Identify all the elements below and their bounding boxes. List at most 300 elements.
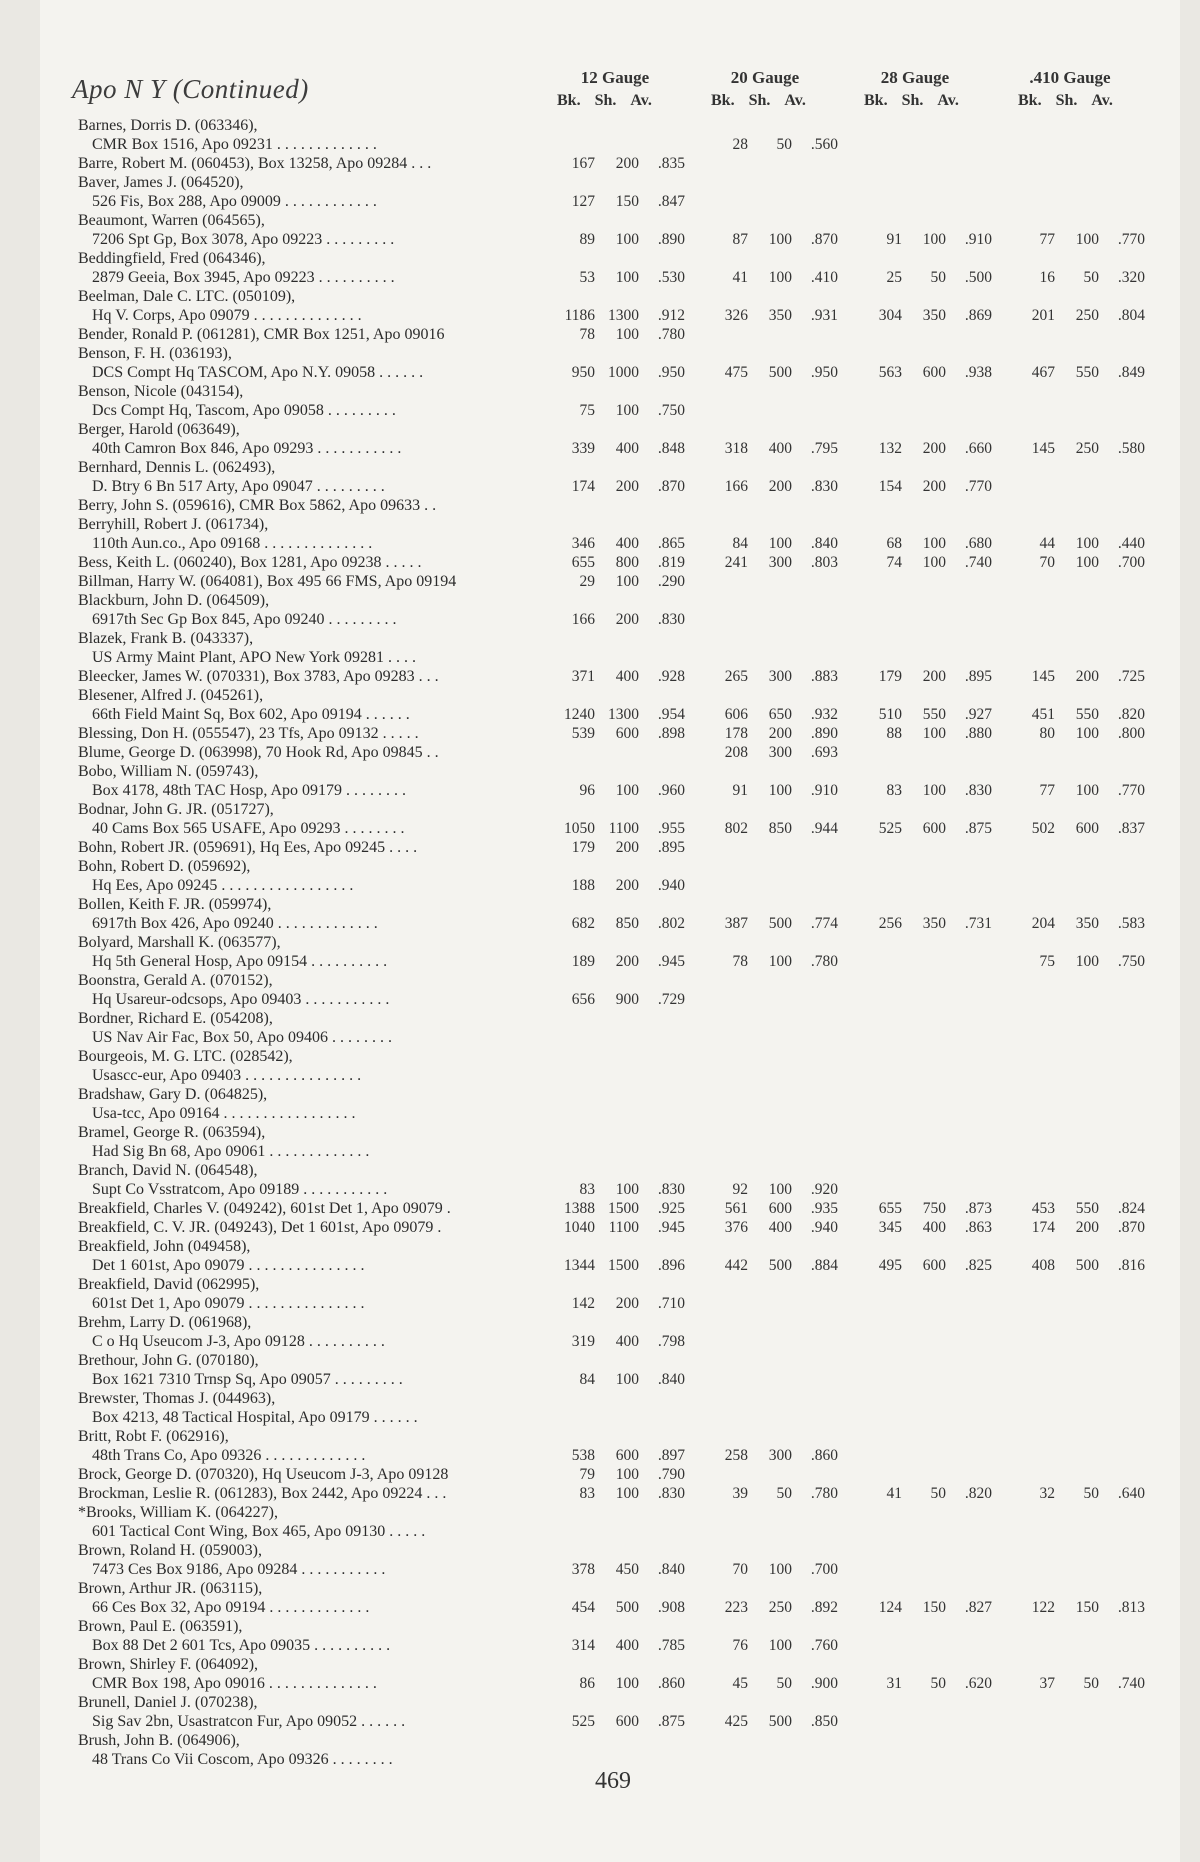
- score-av: .863: [964, 1219, 992, 1236]
- score-sh: 100: [615, 1485, 639, 1502]
- score-bk: 339: [571, 440, 595, 457]
- table-row: [78, 1389, 1158, 1427]
- score-bk: 563: [878, 364, 902, 381]
- score-group-g28: [860, 667, 992, 686]
- score-bk: 53: [579, 269, 595, 286]
- score-sh: 100: [768, 1637, 792, 1654]
- entry-address: CMR Box 1516, Apo 09231 . . . . . . . . . . . . .: [92, 136, 377, 153]
- score-av: .890: [810, 725, 838, 742]
- score-group-g20: [706, 1674, 838, 1693]
- table-row: [78, 1503, 1158, 1541]
- score-bk: 204: [1031, 915, 1055, 932]
- score-bk: 174: [1031, 1219, 1055, 1236]
- entry-name: Bordner, Richard E. (054208),: [78, 1010, 273, 1027]
- entry-name: Bess, Keith L. (060240), Box 1281, Apo 09238 . . . . .: [78, 554, 422, 571]
- score-group-g12: [553, 819, 685, 838]
- score-bk: 166: [724, 478, 748, 495]
- score-av: .750: [657, 402, 685, 419]
- score-sh: 100: [1075, 554, 1099, 571]
- score-sh: 900: [615, 991, 639, 1008]
- score-av: .870: [657, 478, 685, 495]
- table-row: [78, 1351, 1158, 1389]
- score-group-g12: [553, 1370, 685, 1389]
- score-group-g20: [706, 819, 838, 838]
- score-bk: 258: [724, 1447, 748, 1464]
- score-av: .830: [657, 611, 685, 628]
- score-sh: 1500: [608, 1200, 639, 1217]
- score-sh: 100: [922, 231, 946, 248]
- entry-address: Sig Sav 2bn, Usastratcon Fur, Apo 09052 . . . . . .: [92, 1713, 406, 1730]
- entry-name: Barnes, Dorris D. (063346),: [78, 117, 258, 134]
- entry-name: Boonstra, Gerald A. (070152),: [78, 972, 273, 989]
- score-bk: 75: [579, 402, 595, 419]
- score-av: .897: [657, 1447, 685, 1464]
- entry-name: Bolyard, Marshall K. (063577),: [78, 934, 281, 951]
- score-sh: 500: [768, 1257, 792, 1274]
- score-group-g28: [860, 268, 992, 287]
- score-sh: 850: [768, 820, 792, 837]
- score-bk: 525: [571, 1713, 595, 1730]
- score-group-g20: [706, 1560, 838, 1579]
- score-group-g410: [1013, 363, 1145, 382]
- score-group-g12: [553, 154, 685, 173]
- score-sh: 50: [930, 1485, 946, 1502]
- score-sh: 450: [615, 1561, 639, 1578]
- score-av: .847: [657, 193, 685, 210]
- score-group-g28: [860, 1598, 992, 1617]
- score-av: .410: [810, 269, 838, 286]
- entry-address: Dcs Compt Hq, Tascom, Apo 09058 . . . . . . . . .: [92, 402, 396, 419]
- score-sh: 400: [615, 668, 639, 685]
- score-bk: 241: [724, 554, 748, 571]
- score-sh: 100: [1075, 782, 1099, 799]
- score-sh: 100: [615, 231, 639, 248]
- entry-name: Bodnar, John G. JR. (051727),: [78, 801, 274, 818]
- entry-address: 40th Camron Box 846, Apo 09293 . . . . . . . . . . .: [92, 440, 402, 457]
- score-bk: 1040: [564, 1219, 595, 1236]
- score-av: .820: [1117, 706, 1145, 723]
- score-group-g20: [706, 306, 838, 325]
- score-av: .940: [657, 877, 685, 894]
- score-av: .660: [964, 440, 992, 457]
- score-bk: 539: [571, 725, 595, 742]
- score-bk: 78: [579, 326, 595, 343]
- score-sh: 500: [615, 1599, 639, 1616]
- score-av: .870: [810, 231, 838, 248]
- table-row: [78, 1237, 1158, 1275]
- score-sh: 50: [776, 1675, 792, 1692]
- entry-name: Blackburn, John D. (064509),: [78, 592, 270, 609]
- score-group-g20: [706, 1180, 838, 1199]
- score-bk: 41: [732, 269, 748, 286]
- entry-name: Bender, Ronald P. (061281), CMR Box 1251, Apo 09016: [78, 326, 445, 343]
- score-bk: 96: [579, 782, 595, 799]
- score-sh: 100: [1075, 953, 1099, 970]
- entry-name: Branch, David N. (064548),: [78, 1162, 258, 1179]
- score-sh: 400: [768, 440, 792, 457]
- table-row: [78, 1693, 1158, 1731]
- score-bk: 167: [571, 155, 595, 172]
- score-group-g12: [553, 667, 685, 686]
- score-bk: 346: [571, 535, 595, 552]
- subheader-av: Av.: [630, 92, 652, 109]
- gauge-header-20: 20 Gauge: [730, 68, 800, 87]
- score-sh: 100: [1075, 725, 1099, 742]
- score-bk: 41: [886, 1485, 902, 1502]
- score-bk: 345: [878, 1219, 902, 1236]
- score-sh: 50: [776, 1485, 792, 1502]
- score-group-g20: [706, 1256, 838, 1275]
- score-av: .530: [657, 269, 685, 286]
- score-sh: 350: [768, 307, 792, 324]
- score-av: .870: [1117, 1219, 1145, 1236]
- table-row: [78, 724, 1158, 743]
- score-group-g20: [706, 952, 838, 971]
- score-group-g28: [860, 724, 992, 743]
- score-av: .908: [657, 1599, 685, 1616]
- score-group-g12: [553, 1446, 685, 1465]
- score-bk: 188: [571, 877, 595, 894]
- score-bk: 91: [732, 782, 748, 799]
- entry-address: Box 4178, 48th TAC Hosp, Apo 09179 . . . . . . . .: [92, 782, 406, 799]
- entry-name: Brehm, Larry D. (061968),: [78, 1314, 252, 1331]
- score-av: .945: [657, 1219, 685, 1236]
- score-av: .884: [810, 1257, 838, 1274]
- score-av: .875: [964, 820, 992, 837]
- score-bk: 442: [724, 1257, 748, 1274]
- score-sh: 100: [1075, 535, 1099, 552]
- entry-name: Blume, George D. (063998), 70 Hook Rd, Apo 09845 . .: [78, 744, 439, 761]
- score-av: .774: [810, 915, 838, 932]
- score-sh: 200: [615, 611, 639, 628]
- score-av: .802: [657, 915, 685, 932]
- score-av: .895: [657, 839, 685, 856]
- score-sh: 550: [1075, 706, 1099, 723]
- score-group-g12: [553, 534, 685, 553]
- entry-address: Had Sig Bn 68, Apo 09061 . . . . . . . . . . . . .: [92, 1143, 370, 1160]
- table-row: [78, 1085, 1158, 1123]
- table-row: [78, 572, 1158, 591]
- score-bk: 425: [724, 1713, 748, 1730]
- score-bk: 223: [724, 1599, 748, 1616]
- score-sh: 400: [615, 535, 639, 552]
- entry-name: Brockman, Leslie R. (061283), Box 2442, Apo 09224 . . .: [78, 1485, 447, 1502]
- score-av: .900: [810, 1675, 838, 1692]
- score-group-g20: [706, 135, 838, 154]
- score-bk: 89: [579, 231, 595, 248]
- score-group-g20: [706, 705, 838, 724]
- score-sh: 150: [1075, 1599, 1099, 1616]
- score-bk: 132: [878, 440, 902, 457]
- score-bk: 86: [579, 1675, 595, 1692]
- score-av: .680: [964, 535, 992, 552]
- score-av: .803: [810, 554, 838, 571]
- score-av: .935: [810, 1200, 838, 1217]
- score-bk: 28: [732, 136, 748, 153]
- score-av: .890: [657, 231, 685, 248]
- score-sh: 200: [615, 953, 639, 970]
- score-group-g12: [553, 1598, 685, 1617]
- table-row: [78, 1655, 1158, 1693]
- score-av: .955: [657, 820, 685, 837]
- score-sh: 200: [922, 668, 946, 685]
- entry-name: Britt, Robt F. (062916),: [78, 1428, 229, 1445]
- score-group-g410: [1013, 724, 1145, 743]
- entry-address: US Army Maint Plant, APO New York 09281 . . . .: [92, 649, 417, 666]
- score-bk: 208: [724, 744, 748, 761]
- score-group-g20: [706, 1199, 838, 1218]
- score-bk: 91: [886, 231, 902, 248]
- score-bk: 495: [878, 1257, 902, 1274]
- score-av: .840: [657, 1371, 685, 1388]
- score-av: .760: [810, 1637, 838, 1654]
- table-row: [78, 154, 1158, 173]
- table-row: [78, 1617, 1158, 1655]
- entry-name: *Brooks, William K. (064227),: [78, 1504, 278, 1521]
- table-row: [78, 629, 1158, 667]
- score-bk: 80: [1039, 725, 1055, 742]
- subheader-bk: Bk.: [711, 92, 735, 109]
- table-row: [78, 382, 1158, 420]
- score-bk: 1240: [564, 706, 595, 723]
- score-group-g12: [553, 268, 685, 287]
- score-av: .927: [964, 706, 992, 723]
- entry-name: Breakfield, C. V. JR. (049243), Det 1 601st, Apo 09079 .: [78, 1219, 442, 1236]
- score-sh: 1100: [608, 1219, 639, 1236]
- score-sh: 500: [768, 364, 792, 381]
- entry-address: Usascc-eur, Apo 09403 . . . . . . . . . . . . . . .: [92, 1067, 362, 1084]
- score-av: .910: [810, 782, 838, 799]
- table-row: [78, 1427, 1158, 1465]
- entry-name: Brown, Shirley F. (064092),: [78, 1656, 259, 1673]
- score-sh: 600: [615, 1713, 639, 1730]
- score-group-g20: [706, 743, 838, 762]
- score-bk: 453: [1031, 1200, 1055, 1217]
- score-group-g28: [860, 477, 992, 496]
- table-row: [78, 838, 1158, 857]
- score-group-g410: [1013, 553, 1145, 572]
- score-sh: 600: [768, 1200, 792, 1217]
- score-bk: 510: [878, 706, 902, 723]
- table-row: [78, 1484, 1158, 1503]
- score-av: .837: [1117, 820, 1145, 837]
- table-row: [78, 249, 1158, 287]
- entry-name: Breakfield, Charles V. (049242), 601st Det 1, Apo 09079 .: [78, 1200, 451, 1217]
- subheader-20: [711, 92, 806, 110]
- score-sh: 400: [922, 1219, 946, 1236]
- score-group-g410: [1013, 705, 1145, 724]
- score-av: .830: [657, 1181, 685, 1198]
- score-sh: 50: [930, 1675, 946, 1692]
- score-av: .819: [657, 554, 685, 571]
- score-group-g12: [553, 1560, 685, 1579]
- score-sh: 350: [1075, 915, 1099, 932]
- score-bk: 84: [579, 1371, 595, 1388]
- score-bk: 454: [571, 1599, 595, 1616]
- table-row: [78, 496, 1158, 515]
- score-bk: 1388: [564, 1200, 595, 1217]
- entry-address: Box 1621 7310 Trnsp Sq, Apo 09057 . . . . . . . . .: [92, 1371, 403, 1388]
- score-group-g28: [860, 363, 992, 382]
- score-av: .865: [657, 535, 685, 552]
- score-group-g410: [1013, 667, 1145, 686]
- score-av: .820: [964, 1485, 992, 1502]
- score-group-g20: [706, 781, 838, 800]
- entry-name: Breakfield, David (062995),: [78, 1276, 260, 1293]
- score-av: .848: [657, 440, 685, 457]
- score-sh: 100: [615, 1675, 639, 1692]
- score-sh: 1100: [608, 820, 639, 837]
- score-group-g20: [706, 1712, 838, 1731]
- score-bk: 45: [732, 1675, 748, 1692]
- entry-name: Brown, Roland H. (059003),: [78, 1542, 262, 1559]
- entry-name: Bobo, William N. (059743),: [78, 763, 259, 780]
- score-bk: 83: [579, 1181, 595, 1198]
- score-av: .945: [657, 953, 685, 970]
- score-group-g410: [1013, 914, 1145, 933]
- score-sh: 350: [922, 915, 946, 932]
- score-group-g28: [860, 914, 992, 933]
- score-sh: 600: [615, 1447, 639, 1464]
- score-sh: 100: [615, 573, 639, 590]
- score-av: .290: [657, 573, 685, 590]
- score-sh: 1300: [608, 307, 639, 324]
- score-av: .950: [810, 364, 838, 381]
- subheader-bk: Bk.: [557, 92, 581, 109]
- score-group-g28: [860, 534, 992, 553]
- score-sh: 200: [615, 877, 639, 894]
- score-av: .898: [657, 725, 685, 742]
- table-row: [78, 1123, 1158, 1161]
- score-sh: 100: [1075, 231, 1099, 248]
- entry-address: 7473 Ces Box 9186, Apo 09284 . . . . . . . . . . .: [92, 1561, 386, 1578]
- score-group-g12: [553, 230, 685, 249]
- table-row: [78, 1275, 1158, 1313]
- score-bk: 655: [878, 1200, 902, 1217]
- score-bk: 88: [886, 725, 902, 742]
- score-bk: 31: [886, 1675, 902, 1692]
- score-av: .932: [810, 706, 838, 723]
- score-av: .850: [810, 1713, 838, 1730]
- score-bk: 502: [1031, 820, 1055, 837]
- table-row: [78, 515, 1158, 553]
- score-sh: 50: [1083, 1485, 1099, 1502]
- entry-name: Bramel, George R. (063594),: [78, 1124, 266, 1141]
- entry-address: 526 Fis, Box 288, Apo 09009 . . . . . . . . . . . .: [92, 193, 377, 210]
- score-bk: 371: [571, 668, 595, 685]
- score-av: .944: [810, 820, 838, 837]
- score-sh: 500: [768, 915, 792, 932]
- score-av: .825: [964, 1257, 992, 1274]
- table-row: [78, 173, 1158, 211]
- score-sh: 100: [615, 1181, 639, 1198]
- score-group-g12: [553, 838, 685, 857]
- score-sh: 100: [615, 782, 639, 799]
- score-group-g12: [553, 1294, 685, 1313]
- score-sh: 500: [768, 1713, 792, 1730]
- score-bk: 79: [579, 1466, 595, 1483]
- score-bk: 32: [1039, 1485, 1055, 1502]
- gauge-header-12: 12 Gauge: [580, 68, 650, 87]
- table-row: [78, 800, 1158, 838]
- score-sh: 100: [615, 402, 639, 419]
- score-bk: 92: [732, 1181, 748, 1198]
- score-bk: 44: [1039, 535, 1055, 552]
- score-sh: 150: [615, 193, 639, 210]
- score-av: .785: [657, 1637, 685, 1654]
- score-sh: 100: [615, 1466, 639, 1483]
- score-bk: 1050: [564, 820, 595, 837]
- score-av: .830: [964, 782, 992, 799]
- score-av: .816: [1117, 1257, 1145, 1274]
- subheader-410: [1018, 92, 1113, 110]
- score-bk: 83: [579, 1485, 595, 1502]
- score-av: .928: [657, 668, 685, 685]
- score-group-g28: [860, 1256, 992, 1275]
- table-row: [78, 1579, 1158, 1617]
- score-bk: 16: [1039, 269, 1055, 286]
- entry-address: 66th Field Maint Sq, Box 602, Apo 09194 . . . . . .: [92, 706, 410, 723]
- score-bk: 1344: [564, 1257, 595, 1274]
- gauge-header-410: .410 Gauge: [1029, 68, 1111, 87]
- score-group-g12: [553, 1636, 685, 1655]
- score-av: .895: [964, 668, 992, 685]
- score-sh: 1300: [608, 706, 639, 723]
- score-av: .860: [657, 1675, 685, 1692]
- table-row: [78, 1047, 1158, 1085]
- score-group-g12: [553, 306, 685, 325]
- score-bk: 1186: [564, 307, 595, 324]
- entry-name: Billman, Harry W. (064081), Box 495 66 FMS, Apo 09194: [78, 573, 457, 590]
- entry-address: 40 Cams Box 565 USAFE, Apo 09293 . . . . . . . .: [92, 820, 405, 837]
- score-sh: 600: [922, 364, 946, 381]
- score-bk: 76: [732, 1637, 748, 1654]
- score-group-g410: [1013, 1484, 1145, 1503]
- table-row: [78, 553, 1158, 572]
- entry-address: Usa-tcc, Apo 09164 . . . . . . . . . . . . . . . . .: [92, 1105, 356, 1122]
- score-bk: 950: [571, 364, 595, 381]
- score-group-g12: [553, 1180, 685, 1199]
- score-sh: 100: [768, 231, 792, 248]
- score-group-g410: [1013, 781, 1145, 800]
- score-group-g12: [553, 781, 685, 800]
- score-sh: 300: [768, 554, 792, 571]
- score-av: .835: [657, 155, 685, 172]
- score-av: .940: [810, 1219, 838, 1236]
- score-av: .896: [657, 1257, 685, 1274]
- score-group-g12: [553, 1465, 685, 1484]
- entry-address: Hq Usareur-odcsops, Apo 09403 . . . . . . . . . . .: [92, 991, 390, 1008]
- score-group-g410: [1013, 439, 1145, 458]
- score-group-g410: [1013, 1256, 1145, 1275]
- score-av: .869: [964, 307, 992, 324]
- score-group-g28: [860, 819, 992, 838]
- subheader-28: [864, 92, 959, 110]
- score-av: .860: [810, 1447, 838, 1464]
- entry-address: Hq 5th General Hosp, Apo 09154 . . . . . . . . . .: [92, 953, 388, 970]
- score-av: .960: [657, 782, 685, 799]
- entry-address: Box 4213, 48 Tactical Hospital, Apo 09179 . . . . . .: [92, 1409, 418, 1426]
- score-sh: 100: [615, 269, 639, 286]
- score-av: .740: [1117, 1675, 1145, 1692]
- table-row: [78, 344, 1158, 382]
- score-sh: 50: [930, 269, 946, 286]
- score-group-g20: [706, 1598, 838, 1617]
- score-group-g20: [706, 1484, 838, 1503]
- score-group-g20: [706, 724, 838, 743]
- score-sh: 100: [768, 953, 792, 970]
- score-sh: 200: [615, 1295, 639, 1312]
